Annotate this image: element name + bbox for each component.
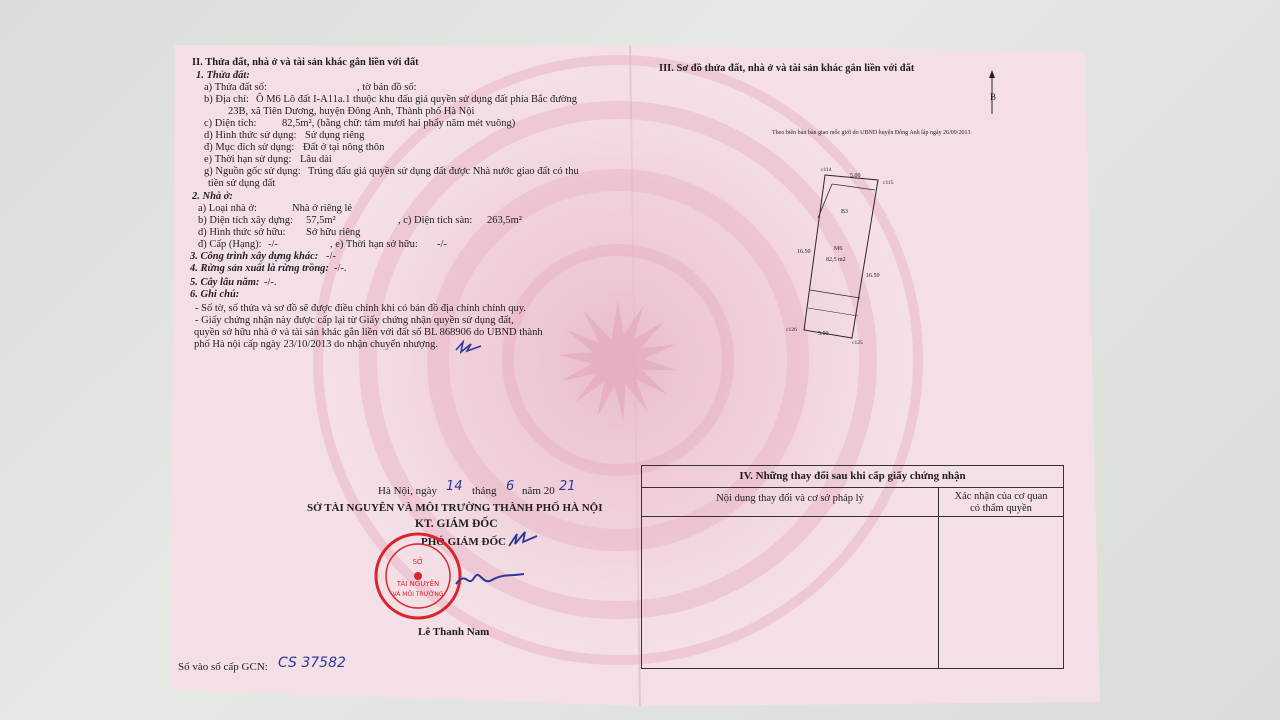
plot-id: M6 [834,246,843,252]
registry-number: CS 37582 [278,655,346,671]
house-type-label: a) Loại nhà ở: [198,203,257,214]
plot-left-length: 16.50 [797,249,811,255]
changes-table [641,465,1064,669]
floor-area-value: 263,5m² [487,215,522,226]
plot-note: Theo biên bản bàn giao mốc giới do UBND huyện Đông Anh lập ngày 26/09/2013 [772,130,971,136]
authority-confirm-header-1: Xác nhận của cơ quan [954,491,1048,502]
plot-top-width: 5.00 [850,173,861,179]
corner-c125: c125 [852,340,863,346]
signature-mark-icon [505,526,541,552]
planted-forest-heading: 4. Rừng sản xuất là rừng trồng: [190,263,329,274]
ownership-form-value: Sở hữu riêng [306,227,361,238]
usage-term-label: e) Thời hạn sử dụng: [204,154,292,165]
corner-c115: c115 [883,180,894,186]
plot-right-length: 16.50 [866,273,880,279]
section-iii-title: III. Sơ đồ thửa đất, nhà ở và tài sản khác gắn liền với đất [659,63,915,74]
other-construction-heading: 3. Công trình xây dựng khác: [190,251,319,262]
authority-confirm-header-2: có thẩm quyền [970,503,1032,514]
other-construction-value: -/- [326,251,336,262]
usage-origin-value-line2: tiền sử dụng đất [208,178,276,189]
note-line-4: phố Hà nội cấp ngày 23/10/2013 do nhận chuyển nhượng. [194,339,438,350]
land-parcel-heading: 1. Thửa đất: [196,70,250,81]
usage-origin-label: g) Nguồn gốc sử dụng: [204,166,301,177]
date-month: 6 [506,479,515,494]
change-content-header: Nội dung thay đổi và cơ sở pháp lý [716,493,864,504]
initial-mark-icon [453,338,485,356]
address-label: b) Địa chỉ: [204,94,249,105]
built-area-label: b) Diện tích xây dựng: [198,215,293,226]
signer-name: Lê Thanh Nam [418,626,490,638]
ownership-term-label: , e) Thời hạn sở hữu: [330,239,418,250]
deputy-director: PHÓ GIÁM ĐỐC [421,536,506,548]
corner-c114: c114 [821,167,832,173]
floor-area-label: , c) Diện tích sàn: [398,215,473,226]
kt-director: KT. GIÁM ĐỐC [415,518,498,530]
date-month-label: tháng [472,485,497,497]
director-signature-icon [452,560,528,596]
perennial-trees-heading: 5. Cây lâu năm: [190,277,260,288]
house-type-value: Nhà ở riêng lẻ [292,203,353,214]
svg-text:TÀI NGUYÊN: TÀI NGUYÊN [396,580,440,588]
date-day: 14 [446,479,463,494]
svg-text:SỞ: SỞ [412,558,424,566]
issuing-agency: SỞ TÀI NGUYÊN VÀ MÔI TRƯỜNG THÀNH PHỐ HÀ NỘI [307,502,603,514]
plot-bottom-width: 5.00 [818,331,829,337]
notes-heading: 6. Ghi chú: [190,289,240,300]
address-value-line1: Ô M6 Lô đất I-A11a.1 thuộc khu đấu giá quyền sử dụng đất phía Bắc đường [256,94,577,105]
address-value-line2: 23B, xã Tiên Dương, huyện Đông Anh, Thành phố Hà Nội [228,106,475,117]
house-heading: 2. Nhà ở: [192,191,233,202]
usage-form-value: Sử dụng riêng [305,130,365,141]
note-line-1: - Số tờ, số thửa và sơ đồ sẽ được điều chỉnh khi có bản đồ địa chính chính quy. [195,303,526,314]
note-line-3: quyền sở hữu nhà ở và tài sản khác gắn liền với đất số BL 868906 do UBND thành [194,327,543,338]
planted-forest-value: -/-. [334,263,347,274]
plot-b3: B3 [841,209,849,215]
grade-label: đ) Cấp (Hạng): [198,239,262,250]
ownership-term-value: -/- [437,239,447,250]
grade-value: -/- [268,239,278,250]
svg-text:VÀ MÔI TRƯỜNG: VÀ MÔI TRƯỜNG [392,591,444,598]
date-place: Hà Nội, ngày [378,485,437,497]
usage-purpose-value: Đất ở tại nông thôn [303,142,385,153]
official-seal-icon [372,530,464,622]
built-area-value: 57,5m² [306,215,336,226]
changes-table-header-rule [642,516,1063,517]
perennial-trees-value: -/-. [264,277,277,288]
usage-form-label: d) Hình thức sử dụng: [204,130,297,141]
note-line-2: - Giấy chứng nhận này được cấp lại từ Giấy chứng nhận quyền sử dụng đất, [195,315,514,326]
changes-table-title: IV. Những thay đổi sau khi cấp giấy chứng nhận [739,470,966,482]
corner-c126: c126 [786,327,797,333]
parcel-number-label: a) Thửa đất số: [204,82,267,93]
north-label: B [990,92,997,102]
date-year-label: năm 20 [522,485,555,497]
area-value: 82,5m², (bằng chữ: tám mươi hai phẩy năm mét vuông) [282,118,516,129]
date-year: 21 [559,479,576,494]
usage-term-value: Lâu dài [300,154,332,165]
ownership-form-label: d) Hình thức sở hữu: [198,227,286,238]
area-label: c) Diện tích: [204,118,257,129]
usage-origin-value-line1: Trúng đấu giá quyền sử dụng đất được Nhà nước giao đất có thu [308,166,579,177]
usage-purpose-label: đ) Mục đích sử dụng: [204,142,295,153]
map-sheet-label: , tờ bản đồ số: [357,82,417,93]
plot-area: 82,5 m2 [826,257,846,263]
registry-label: Số vào sổ cấp GCN: [178,661,268,673]
section-ii-title: II. Thửa đất, nhà ở và tài sản khác gắn liền với đất [192,57,419,68]
